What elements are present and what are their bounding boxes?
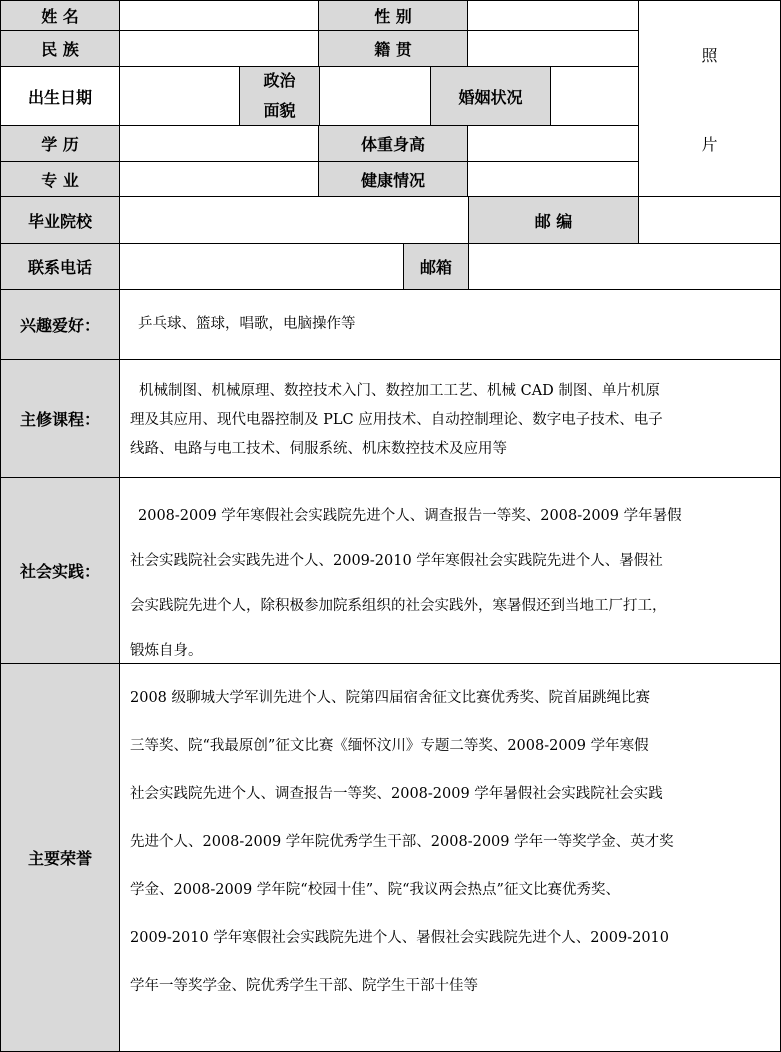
field-gender[interactable] — [467, 0, 639, 31]
honors-line: 学金、2008-2009 学年院“校园十佳”、院“我议两会热点”征文比赛优秀奖、 — [130, 882, 620, 898]
label-ethnicity — [0, 30, 120, 67]
field-postcode[interactable] — [638, 196, 781, 244]
label-practice-text: 社会实践： — [19, 562, 100, 581]
honors-line: 先进个人、2008-2009 学年院优秀学生干部、2008-2009 学年一等奖学金、英才奖 — [130, 834, 674, 850]
honors-line: 学年一等奖学金、院优秀学生干部、院学生干部十佳等 — [130, 978, 478, 994]
label-birth-date — [0, 66, 120, 126]
label-weight-height-text: 体重身高 — [360, 135, 425, 154]
label-education-text: 学 历 — [41, 135, 79, 154]
field-practice[interactable] — [119, 477, 781, 664]
label-phone-text: 联系电话 — [27, 258, 92, 277]
honors-line: 2009-2010 学年寒假社会实践院先进个人、暑假社会实践院先进个人、2009-2010 — [130, 930, 670, 946]
label-postcode — [468, 196, 639, 244]
label-courses-text: 主修课程： — [19, 410, 100, 429]
courses-line: 机械制图、机械原理、数控技术入门、数控加工工艺、机械 CAD 制图、单片机原 — [139, 383, 660, 399]
label-education — [0, 125, 120, 162]
label-health — [318, 161, 468, 197]
field-birth-date[interactable] — [119, 66, 240, 126]
label-email — [403, 243, 469, 290]
label-hobbies-text: 兴趣爱好： — [19, 316, 100, 335]
field-ethnicity[interactable] — [119, 30, 319, 67]
label-phone — [0, 243, 120, 290]
label-political-status-line2: 面貌 — [263, 101, 296, 120]
field-graduate-school[interactable] — [119, 196, 469, 244]
honors-line: 社会实践院先进个人、调查报告一等奖、2008-2009 学年暑假社会实践院社会实践 — [130, 786, 663, 802]
label-courses — [0, 359, 120, 478]
honors-line: 三等奖、院“我最原创”征文比赛《缅怀汶川》专题二等奖、2008-2009 学年寒假 — [130, 738, 649, 754]
field-email[interactable] — [468, 243, 781, 290]
label-major — [0, 161, 120, 197]
practice-line: 社会实践院社会实践先进个人、2009-2010 学年寒假社会实践院先进个人、暑假社 — [130, 553, 663, 569]
label-health-text: 健康情况 — [360, 170, 425, 190]
label-marital-status — [430, 66, 551, 126]
courses-line: 线路、电路与电工技术、伺服系统、机床数控技术及应用等 — [130, 441, 507, 457]
field-courses[interactable] — [119, 359, 781, 478]
label-birth-date-text: 出生日期 — [27, 87, 92, 107]
honors-line: 2008 级聊城大学军训先进个人、院第四届宿舍征文比赛优秀奖、院首届跳绳比赛 — [130, 690, 651, 706]
label-native-place — [318, 30, 468, 67]
label-political-status — [239, 66, 320, 126]
field-name[interactable] — [119, 0, 319, 31]
label-gender — [318, 0, 468, 31]
field-native-place[interactable] — [467, 30, 639, 67]
label-practice — [0, 477, 120, 664]
practice-line: 会实践院先进个人，除积极参加院系组织的社会实践外，寒暑假还到当地工厂打工， — [130, 598, 667, 614]
label-graduate-school — [0, 196, 120, 244]
label-native-place-text: 籍 贯 — [374, 40, 412, 59]
field-marital-status[interactable] — [550, 66, 639, 126]
courses-line: 理及其应用、现代电器控制及 PLC 应用技术、自动控制理论、数字电子技术、电子 — [130, 412, 663, 428]
photo-label-1: 照 — [701, 46, 718, 65]
field-health[interactable] — [467, 161, 639, 197]
label-major-text: 专 业 — [41, 170, 79, 190]
practice-line: 锻炼自身。 — [130, 643, 203, 659]
label-graduate-school-text: 毕业院校 — [27, 211, 92, 231]
label-email-text: 邮箱 — [419, 258, 452, 277]
field-hobbies[interactable] — [119, 289, 781, 360]
label-name-text: 姓 名 — [41, 7, 79, 26]
label-ethnicity-text: 民 族 — [41, 40, 79, 59]
field-political-status[interactable] — [319, 66, 431, 126]
field-phone[interactable] — [119, 243, 404, 290]
field-weight-height[interactable] — [467, 125, 639, 162]
label-postcode-text: 邮 编 — [534, 211, 573, 231]
practice-line: 2008-2009 学年寒假社会实践院先进个人、调查报告一等奖、2008-2009 学年暑假 — [138, 508, 682, 524]
label-name — [0, 0, 120, 31]
field-education[interactable] — [119, 125, 319, 162]
label-political-status-line1: 政治 — [263, 71, 296, 90]
label-honors — [0, 663, 120, 1052]
photo-label-2: 片 — [701, 135, 718, 154]
label-marital-status-text: 婚姻状况 — [458, 87, 523, 107]
hobbies-text: 乒乓球、篮球，唱歌，电脑操作等 — [138, 316, 356, 332]
label-honors-text: 主要荣誉 — [27, 849, 92, 868]
label-weight-height — [318, 125, 468, 162]
field-honors[interactable] — [119, 663, 781, 1052]
field-major[interactable] — [119, 161, 319, 197]
label-hobbies — [0, 289, 120, 360]
label-gender-text: 性 别 — [374, 7, 412, 26]
